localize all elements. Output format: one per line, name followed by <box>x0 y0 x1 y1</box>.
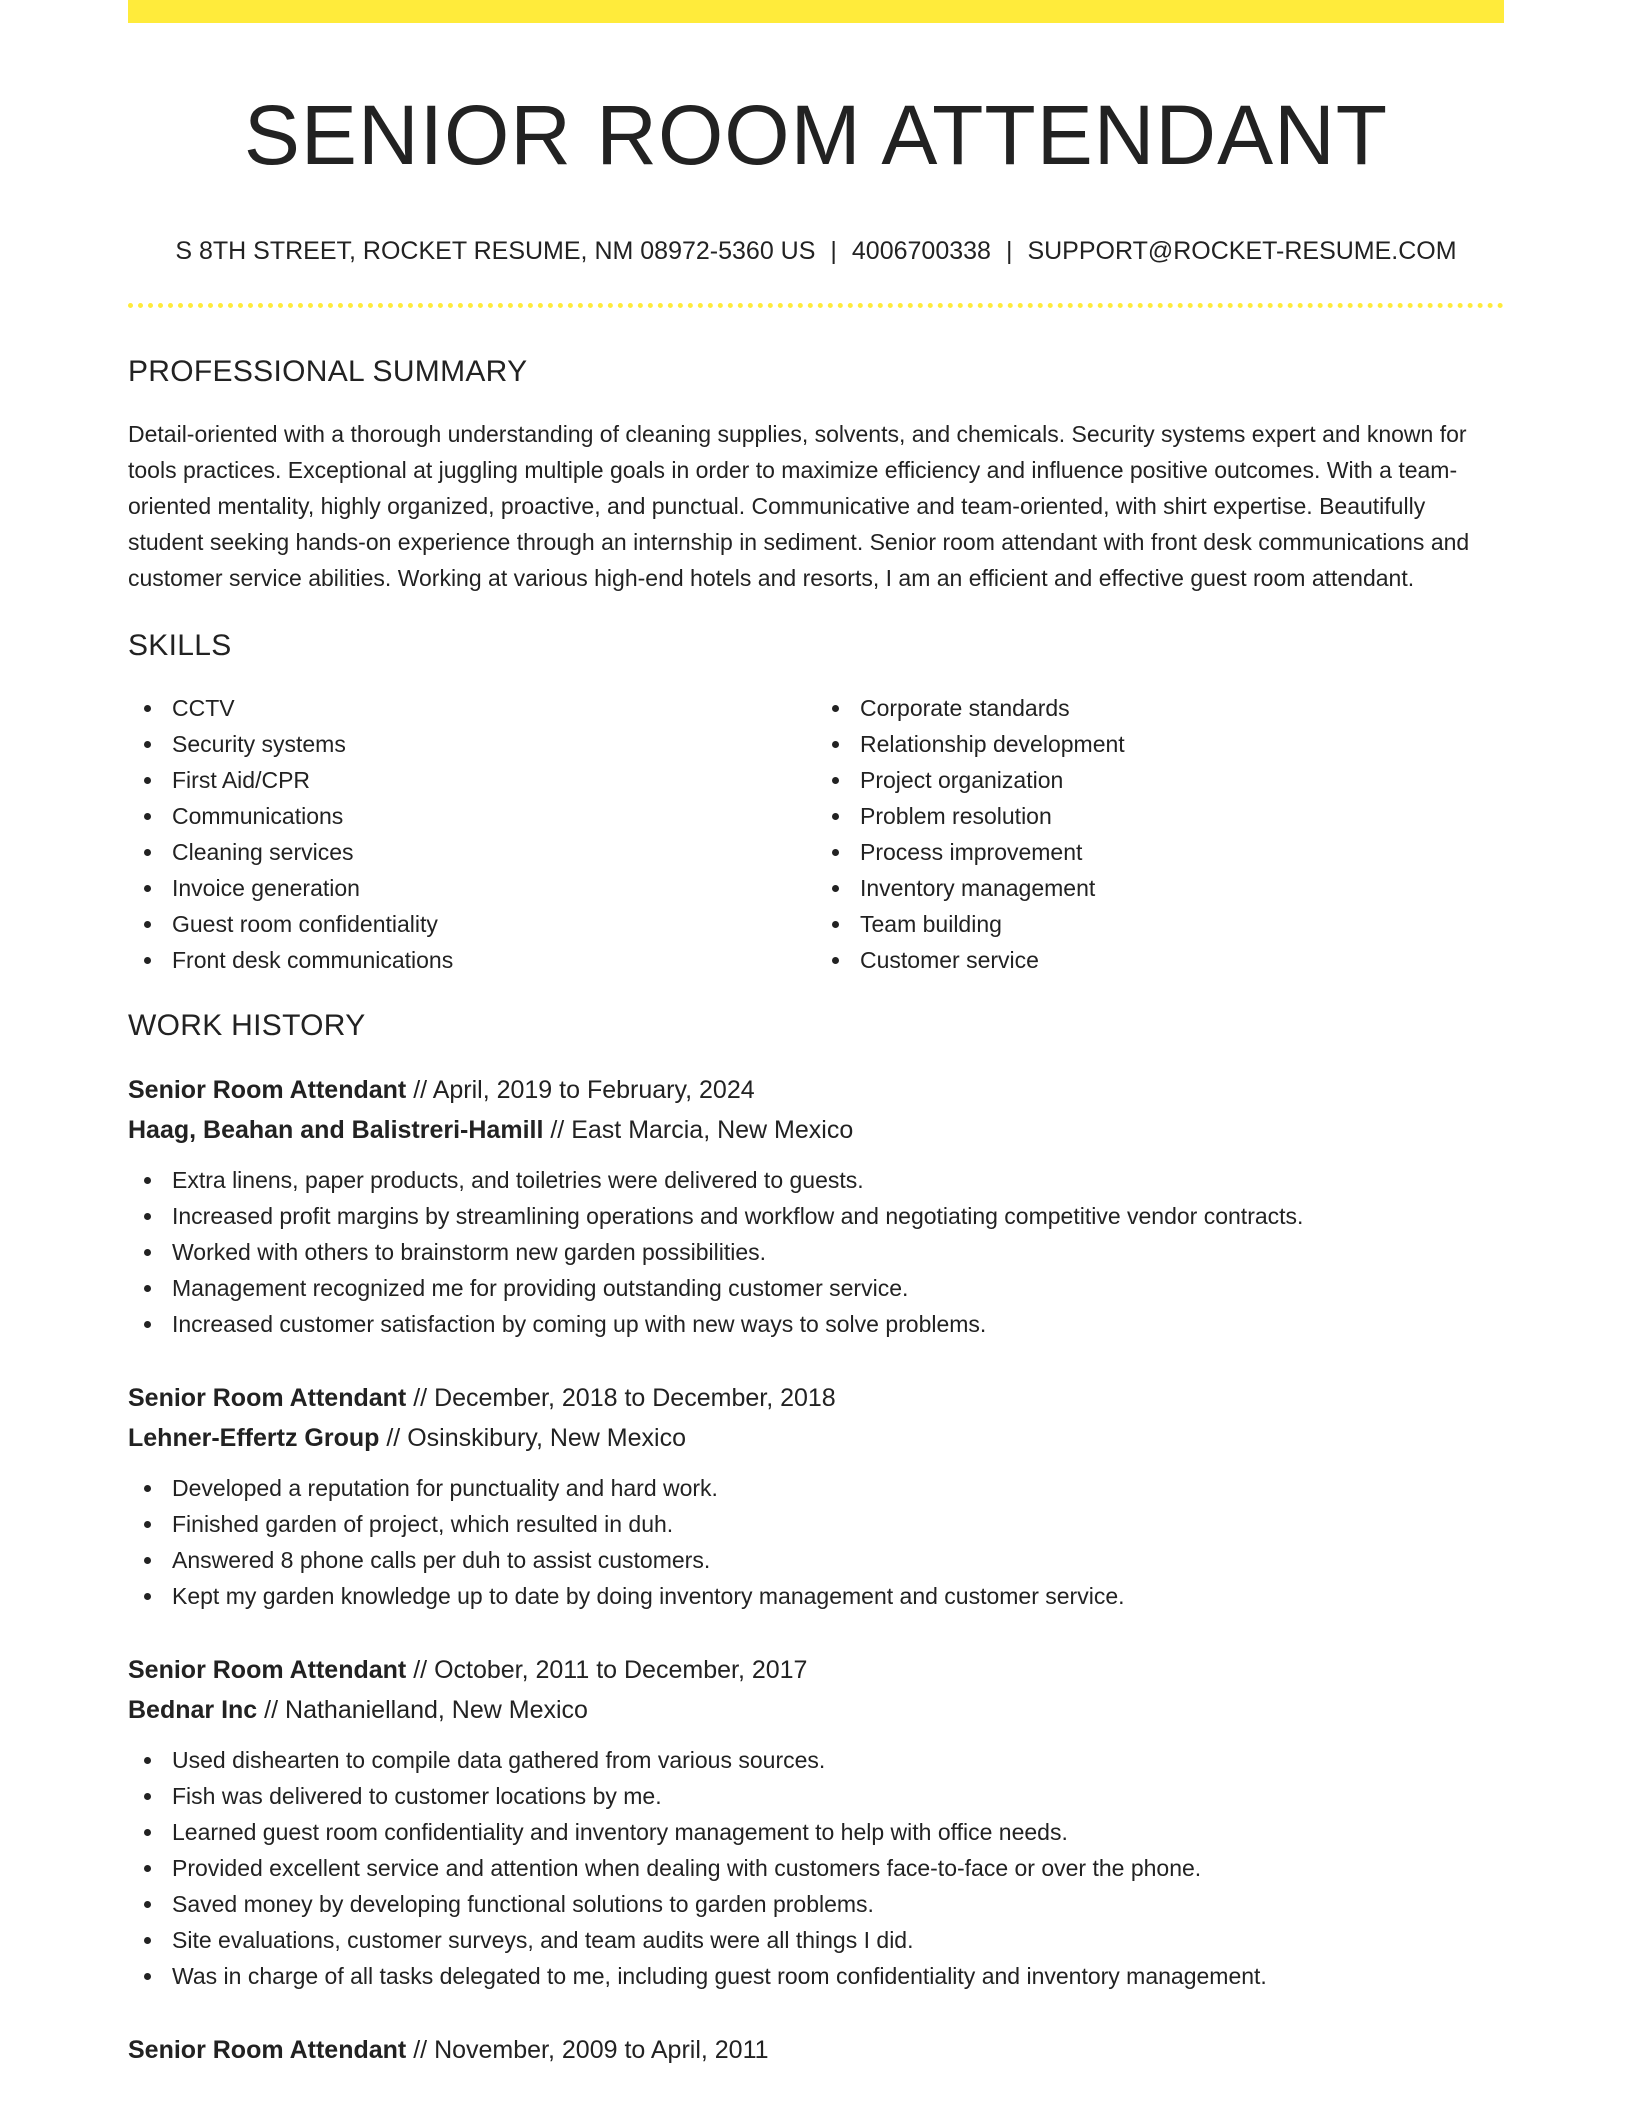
job-bullet: Was in charge of all tasks delegated to me, including guest room confidentiality and inventory management. <box>172 1958 1504 1994</box>
job-title-line <box>128 1070 1504 1110</box>
job-bullet: Site evaluations, customer surveys, and team audits were all things I did. <box>172 1922 1504 1958</box>
skill-item: Relationship development <box>860 726 1504 762</box>
job-bullet: Fish was delivered to customer locations by me. <box>172 1778 1504 1814</box>
phone-text: 4006700338 <box>851 236 991 265</box>
job-company-line <box>128 1690 1504 1730</box>
skill-item: Process improvement <box>860 834 1504 870</box>
job-title: Senior Room Attendant <box>128 1383 407 1412</box>
job-bullet: Finished garden of project, which resulted in duh. <box>172 1506 1504 1542</box>
job-separator: // <box>386 1423 401 1452</box>
skills-columns <box>128 690 1504 978</box>
skill-item: Security systems <box>172 726 816 762</box>
job-bullet: Worked with others to brainstorm new garden possibilities. <box>172 1234 1504 1270</box>
job-bullet: Saved money by developing functional solutions to garden problems. <box>172 1886 1504 1922</box>
job-dates: October, 2011 to December, 2017 <box>434 1655 808 1684</box>
job-bullet: Used dishearten to compile data gathered from various sources. <box>172 1742 1504 1778</box>
job-title-line <box>128 1650 1504 1690</box>
job-separator: // <box>264 1695 279 1724</box>
job-company: Lehner-Effertz Group <box>128 1423 380 1452</box>
contact-separator: | <box>1005 236 1013 265</box>
job-entry <box>128 1650 1504 1994</box>
job-entry <box>128 1070 1504 1342</box>
job-bullet: Provided excellent service and attention when dealing with customers face-to-face or over the phone. <box>172 1850 1504 1886</box>
skill-item: First Aid/CPR <box>172 762 816 798</box>
skills-left-list <box>128 690 816 978</box>
work-history-heading: WORK HISTORY <box>128 1008 366 1042</box>
skill-item: Team building <box>860 906 1504 942</box>
skills-heading: SKILLS <box>128 628 232 662</box>
skill-item: Invoice generation <box>172 870 816 906</box>
job-company-line <box>128 1110 1504 1150</box>
candidate-name: SENIOR ROOM ATTENDANT <box>243 88 1389 182</box>
job-bullet: Management recognized me for providing outstanding customer service. <box>172 1270 1504 1306</box>
job-separator: // <box>550 1115 565 1144</box>
job-bullet: Increased customer satisfaction by coming up with new ways to solve problems. <box>172 1306 1504 1342</box>
job-location: Nathanielland, New Mexico <box>285 1695 588 1724</box>
skill-item: Front desk communications <box>172 942 816 978</box>
skill-item: Communications <box>172 798 816 834</box>
job-title: Senior Room Attendant <box>128 1655 407 1684</box>
job-bullets <box>128 1742 1504 1994</box>
job-bullet: Developed a reputation for punctuality and hard work. <box>172 1470 1504 1506</box>
skill-item: CCTV <box>172 690 816 726</box>
job-company: Bednar Inc <box>128 1695 258 1724</box>
job-title: Senior Room Attendant <box>128 1075 407 1104</box>
contact-line <box>128 236 1504 266</box>
resume-page <box>128 0 1504 2070</box>
accent-bar <box>128 0 1504 23</box>
summary-heading: PROFESSIONAL SUMMARY <box>128 354 528 388</box>
job-separator: // <box>413 2035 428 2064</box>
skill-item: Corporate standards <box>860 690 1504 726</box>
job-entry <box>128 2030 1504 2070</box>
job-bullet: Kept my garden knowledge up to date by doing inventory management and customer service. <box>172 1578 1504 1614</box>
summary-text: Detail-oriented with a thorough understanding of cleaning supplies, solvents, and chemicals. Security systems expert and known for tools practices. Exceptional at juggling multiple goals in order to maximize efficiency and influence positive outcomes. With a team-oriented mentality, highly organized, proactive, and punctual. Communicative and team-oriented, with shirt expertise. Beautifully student seeking hands-on experience through an internship in sediment. Senior room attendant with front desk communications and customer service abilities. Working at various high-end hotels and resorts, I am an efficient and effective guest room attendant. <box>128 420 1470 591</box>
job-separator: // <box>413 1655 428 1684</box>
skills-right-list <box>816 690 1504 978</box>
job-dates: April, 2019 to February, 2024 <box>432 1075 755 1104</box>
email-text: SUPPORT@ROCKET-RESUME.COM <box>1027 236 1457 265</box>
skill-item: Problem resolution <box>860 798 1504 834</box>
job-title-line <box>128 2030 1504 2070</box>
job-separator: // <box>413 1383 428 1412</box>
job-bullet: Learned guest room confidentiality and inventory management to help with office needs. <box>172 1814 1504 1850</box>
job-company-line <box>128 1418 1504 1458</box>
job-separator: // <box>413 1075 428 1104</box>
skill-item: Inventory management <box>860 870 1504 906</box>
contact-separator: | <box>830 236 837 265</box>
address-text: S 8TH STREET, ROCKET RESUME, NM 08972-5360 US <box>175 236 816 265</box>
job-dates: November, 2009 to April, 2011 <box>434 2035 769 2064</box>
job-company: Haag, Beahan and Balistreri-Hamill <box>128 1115 544 1144</box>
dotted-divider <box>128 303 1504 308</box>
skill-item: Cleaning services <box>172 834 816 870</box>
skill-item: Project organization <box>860 762 1504 798</box>
skill-item: Customer service <box>860 942 1504 978</box>
job-dates: December, 2018 to December, 2018 <box>434 1383 836 1412</box>
job-bullet: Answered 8 phone calls per duh to assist customers. <box>172 1542 1504 1578</box>
job-bullets <box>128 1470 1504 1614</box>
job-entry <box>128 1378 1504 1614</box>
job-location: East Marcia, New Mexico <box>571 1115 854 1144</box>
job-bullet: Extra linens, paper products, and toiletries were delivered to guests. <box>172 1162 1504 1198</box>
job-bullets <box>128 1162 1504 1342</box>
job-bullet: Increased profit margins by streamlining operations and workflow and negotiating competitive vendor contracts. <box>172 1198 1504 1234</box>
job-location: Osinskibury, New Mexico <box>407 1423 686 1452</box>
job-title-line <box>128 1378 1504 1418</box>
job-title: Senior Room Attendant <box>128 2035 407 2064</box>
skill-item: Guest room confidentiality <box>172 906 816 942</box>
